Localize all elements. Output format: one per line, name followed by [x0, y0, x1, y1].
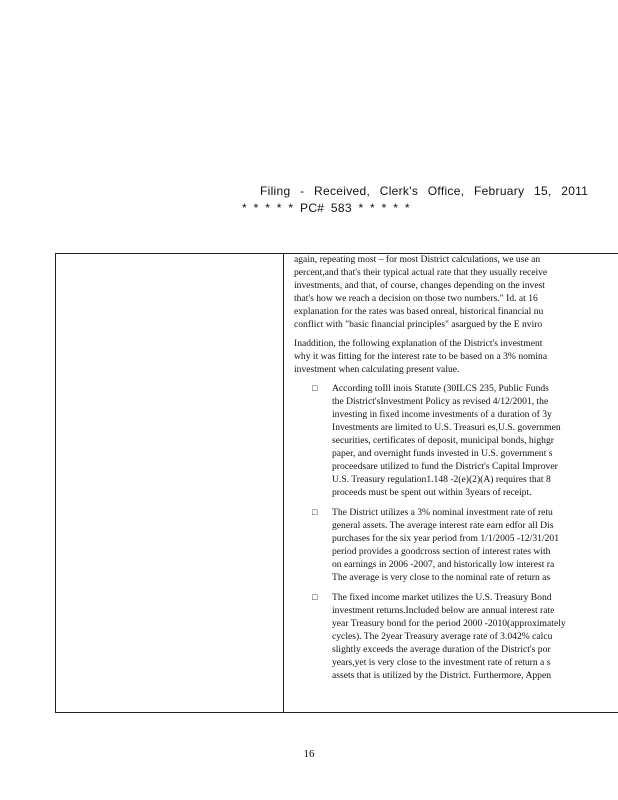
text-line: again, repeating most – for most District calculations, we use an	[294, 254, 541, 265]
list-item	[294, 591, 618, 682]
text-line: According toIll inois Statute (30ILCS 235, Public Funds	[332, 383, 549, 394]
text-line: proceedsare utilized to fund the District's Capital Improver	[332, 461, 558, 472]
text-line: on earnings in 2006 -2007, and historically low interest ra	[332, 559, 555, 570]
text-line: the District'sInvestment Policy as revised 4/12/2001, the	[332, 396, 549, 407]
list-item	[294, 382, 618, 499]
text-line: U.S. Treasury regulation1.148 -2(e)(2)(A) requires that 8	[332, 474, 551, 485]
text-line: Inaddition, the following explanation of the District's investment	[294, 338, 543, 349]
text-line: period provides a goodcross section of interest rates with	[332, 546, 551, 557]
text-line: explanation for the rates was based onreal, historical financial nu	[294, 306, 544, 317]
bullet-box-icon: □	[312, 592, 318, 602]
text-line: securities, certificates of deposit, municipal bonds, highgr	[332, 435, 554, 446]
text-line: years,yet is very close to the investment rate of return a s	[332, 657, 551, 668]
text-line: proceeds must be spent out within 3years of receipt.	[332, 487, 532, 498]
bullet-box-icon: □	[312, 383, 318, 393]
text-line: why it was fitting for the interest rate to be based on a 3% nomina	[294, 351, 548, 362]
text-line: slightly exceeds the average duration of the District's por	[332, 644, 551, 655]
text-line: paper, and overnight funds invested in U.S. government s	[332, 448, 553, 459]
text-line: investing in fixed income investments of a duration of 3y	[332, 409, 552, 420]
bullet-box-icon: □	[312, 507, 318, 517]
filing-header: Filing - Received, Clerk's Office, February 15, 2011	[260, 184, 589, 198]
body-text	[294, 253, 618, 689]
text-line: investment returns.Included below are annual interest rate	[332, 605, 555, 616]
text-line: year Treasury bond for the period 2000 -2010(approximately	[332, 618, 566, 629]
text-line: investment when calculating present value.	[294, 364, 460, 375]
text-line: that's how we reach a decision on those two numbers." Id. at 16	[294, 293, 538, 304]
text-line: assets that is utilized by the District. Furthermore, Appen	[332, 670, 552, 681]
bullet-list	[294, 382, 618, 682]
page-number: 16	[303, 748, 315, 760]
text-line: percent,and that's their typical actual rate that they usually receive	[294, 267, 548, 278]
text-line: Investments are limited to U.S. Treasuri es,U.S. governmen	[332, 422, 561, 433]
text-line: cycles). The 2year Treasury average rate of 3.042% calcu	[332, 631, 553, 642]
text-line: The fixed income market utilizes the U.S. Treasury Bond	[332, 592, 552, 603]
paragraph-2	[294, 337, 618, 376]
text-column	[283, 253, 618, 713]
paragraph-1	[294, 253, 618, 331]
pc-number-line: * * * * * PC# 583 * * * * *	[242, 201, 410, 215]
text-line: general assets. The average interest rate earn edfor all Dis	[332, 520, 554, 531]
text-line: conflict with "basic financial principles" asargued by the E nviro	[294, 319, 543, 330]
text-line: investments, and that, of course, changes depending on the invest	[294, 280, 545, 291]
text-line: The average is very close to the nominal rate of return as	[332, 572, 551, 583]
list-item	[294, 506, 618, 584]
text-line: The District utilizes a 3% nominal investment rate of retu	[332, 507, 553, 518]
text-line: purchases for the six year period from 1/1/2005 -12/31/201	[332, 533, 559, 544]
